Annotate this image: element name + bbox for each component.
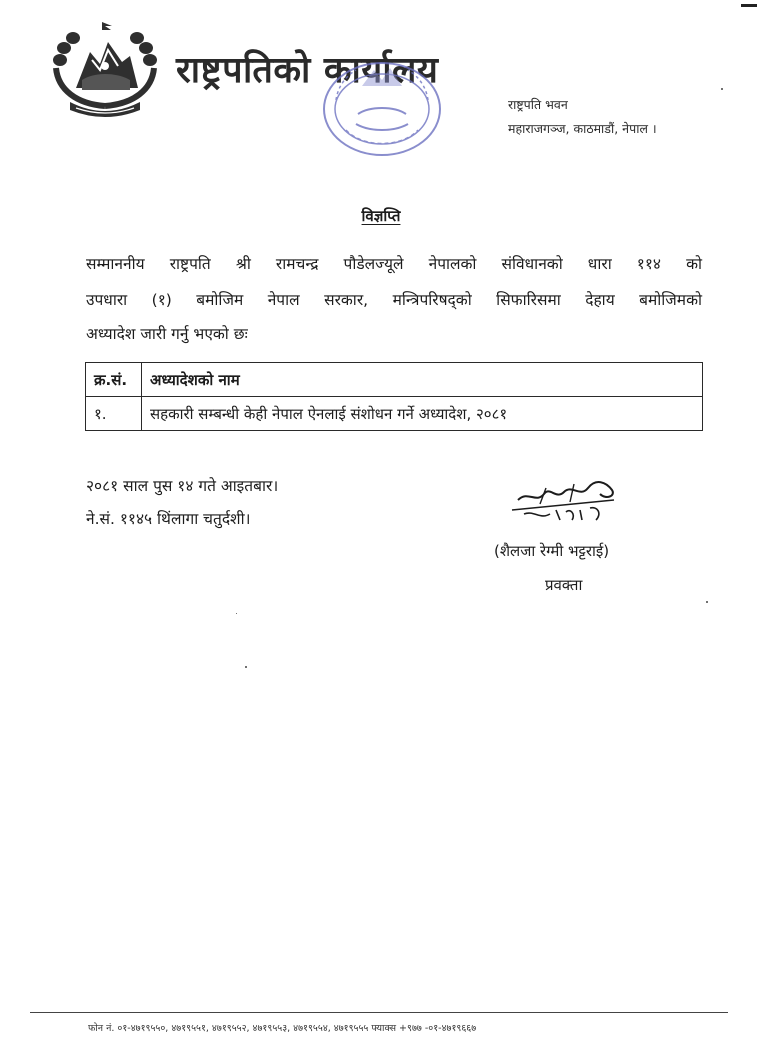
signatory-name: (शैलजा रेग्मी भट्टराई) bbox=[494, 542, 610, 560]
footer-contact: फोन नं. ०१-४७१९५५०, ४७१९५५१, ४७१९५५२, ४७१९५५३, ४७१९५५४, ४७१९५५५ फ्याक्स +९७७ -०१-४७१९६६७ bbox=[88, 1023, 477, 1034]
scan-speck bbox=[706, 601, 708, 603]
notice-body-line-3: अध्यादेश जारी गर्नु भएको छः bbox=[86, 325, 248, 343]
address-line-building: राष्ट्रपति भवन bbox=[508, 97, 568, 112]
notice-body-line-2: उपधारा (१) बमोजिम नेपाल सरकार, मन्त्रिपरिषद्को सिफारिसमा देहाय बमोजिमको bbox=[86, 291, 702, 309]
scan-speck bbox=[245, 666, 247, 668]
handwritten-signature-icon bbox=[510, 470, 622, 528]
ordinance-table bbox=[85, 362, 703, 431]
scan-speck bbox=[236, 613, 237, 614]
scan-speck bbox=[721, 88, 723, 90]
notice-body-line-1: सम्माननीय राष्ट्रपति श्री रामचन्द्र पौडेलज्यूले नेपालको संविधानको धारा ११४ को bbox=[86, 255, 702, 273]
column-header-serial: क्र.सं. bbox=[86, 363, 142, 397]
column-header-ordinance-name: अध्यादेशको नाम bbox=[142, 363, 703, 397]
table-row bbox=[86, 397, 703, 431]
table-cell-ordinance-name: सहकारी सम्बन्धी केही नेपाल ऐनलाई संशोधन गर्ने अध्यादेश, २०८१ bbox=[142, 397, 703, 431]
footer-divider bbox=[30, 1012, 728, 1013]
date-nepal-sambat: ने.सं. ११४५ थिंलागा चतुर्दशी। bbox=[86, 510, 251, 528]
date-bikram-sambat: २०८१ साल पुस १४ गते आइतबार। bbox=[86, 477, 279, 495]
address-line-city: महाराजगञ्ज, काठमाडौं, नेपाल । bbox=[508, 121, 657, 136]
table-header-row bbox=[86, 363, 703, 397]
office-seal-stamp-icon bbox=[318, 56, 446, 162]
signatory-role: प्रवक्ता bbox=[545, 576, 583, 594]
notice-heading: विज्ञप्ति bbox=[361, 207, 401, 225]
scan-edge-mark bbox=[741, 4, 757, 7]
nepal-coat-of-arms-icon bbox=[42, 20, 168, 120]
table-cell-serial: १. bbox=[86, 397, 142, 431]
office-title: राष्ट्रपतिको कार्यालय bbox=[176, 50, 439, 91]
